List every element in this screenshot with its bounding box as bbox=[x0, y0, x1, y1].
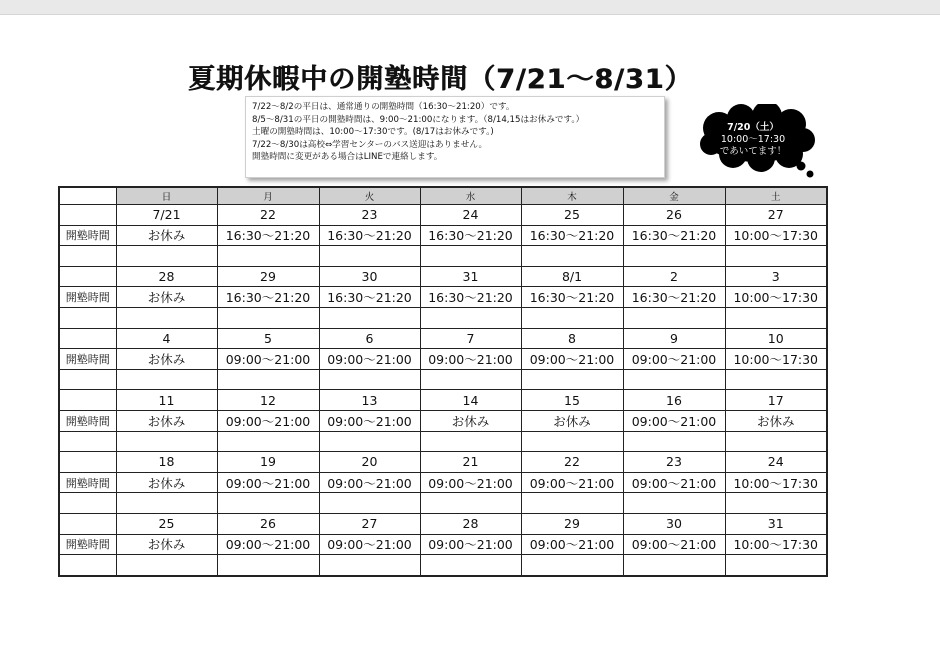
bubble-hours: 10:00～17:30 bbox=[720, 134, 786, 145]
empty-cell bbox=[521, 369, 623, 390]
empty-cell bbox=[319, 307, 420, 328]
notice-line: 土曜の開塾時間は、10:00～17:30です。(8/17はお休みです。) bbox=[252, 127, 494, 138]
hours-cell: 16:30～21:20 bbox=[319, 287, 420, 308]
hours-cell: 09:00～21:00 bbox=[623, 534, 725, 555]
hours-cell: お休み bbox=[116, 410, 217, 431]
week-date-row bbox=[59, 205, 827, 226]
row-label-empty bbox=[59, 328, 116, 349]
hours-cell: 09:00～21:00 bbox=[623, 349, 725, 370]
empty-cell bbox=[319, 369, 420, 390]
week-blank-row bbox=[59, 555, 827, 576]
empty-cell bbox=[623, 307, 725, 328]
hours-cell: 09:00～21:00 bbox=[420, 534, 521, 555]
hours-cell: お休み bbox=[116, 472, 217, 493]
row-label-empty bbox=[59, 246, 116, 267]
empty-cell bbox=[623, 555, 725, 576]
date-cell: 7 bbox=[420, 328, 521, 349]
empty-cell bbox=[725, 555, 827, 576]
hours-cell: 09:00～21:00 bbox=[521, 534, 623, 555]
date-cell: 9 bbox=[623, 328, 725, 349]
empty-cell bbox=[623, 431, 725, 452]
empty-cell bbox=[725, 431, 827, 452]
week-date-row bbox=[59, 328, 827, 349]
date-cell: 5 bbox=[217, 328, 319, 349]
empty-cell bbox=[725, 307, 827, 328]
week-blank-row bbox=[59, 431, 827, 452]
weekday-header: 月 bbox=[217, 187, 319, 205]
row-label-empty bbox=[59, 266, 116, 287]
bubble-date: 7/20（土） bbox=[727, 122, 779, 133]
empty-cell bbox=[521, 431, 623, 452]
date-cell: 23 bbox=[319, 205, 420, 226]
empty-cell bbox=[420, 369, 521, 390]
week-blank-row bbox=[59, 307, 827, 328]
empty-cell bbox=[319, 493, 420, 514]
date-cell: 30 bbox=[623, 513, 725, 534]
empty-cell bbox=[217, 493, 319, 514]
hours-cell: 09:00～21:00 bbox=[217, 472, 319, 493]
weeks-body bbox=[59, 205, 827, 576]
date-cell: 31 bbox=[420, 266, 521, 287]
date-cell: 24 bbox=[420, 205, 521, 226]
hours-cell: お休み bbox=[116, 349, 217, 370]
date-cell: 27 bbox=[319, 513, 420, 534]
weekday-header: 水 bbox=[420, 187, 521, 205]
date-cell: 28 bbox=[420, 513, 521, 534]
date-cell: 20 bbox=[319, 452, 420, 473]
date-cell: 4 bbox=[116, 328, 217, 349]
hours-cell: 16:30～21:20 bbox=[217, 287, 319, 308]
hours-cell: 16:30～21:20 bbox=[623, 287, 725, 308]
hours-cell: 09:00～21:00 bbox=[319, 410, 420, 431]
date-cell: 26 bbox=[217, 513, 319, 534]
date-cell: 22 bbox=[521, 452, 623, 473]
row-label: 開塾時間 bbox=[59, 349, 116, 370]
hours-cell: 16:30～21:20 bbox=[217, 225, 319, 246]
date-cell: 29 bbox=[521, 513, 623, 534]
date-cell: 26 bbox=[623, 205, 725, 226]
empty-cell bbox=[217, 246, 319, 267]
date-cell: 22 bbox=[217, 205, 319, 226]
hours-cell: 16:30～21:20 bbox=[319, 225, 420, 246]
hours-cell: 16:30～21:20 bbox=[521, 287, 623, 308]
hours-cell: 10:00～17:30 bbox=[725, 287, 827, 308]
row-label: 開塾時間 bbox=[59, 287, 116, 308]
hours-cell: 09:00～21:00 bbox=[521, 472, 623, 493]
date-cell: 25 bbox=[116, 513, 217, 534]
bubble-note: であいてます！ bbox=[719, 146, 787, 157]
week-date-row bbox=[59, 390, 827, 411]
date-cell: 23 bbox=[623, 452, 725, 473]
date-cell: 24 bbox=[725, 452, 827, 473]
week-date-row bbox=[59, 266, 827, 287]
hours-cell: 16:30～21:20 bbox=[420, 287, 521, 308]
hours-cell: 10:00～17:30 bbox=[725, 349, 827, 370]
row-label-empty bbox=[59, 431, 116, 452]
week-hours-row bbox=[59, 410, 827, 431]
row-label-empty bbox=[59, 390, 116, 411]
weekday-header: 日 bbox=[116, 187, 217, 205]
hours-cell: 09:00～21:00 bbox=[420, 349, 521, 370]
date-cell: 13 bbox=[319, 390, 420, 411]
row-label-empty bbox=[59, 369, 116, 390]
empty-cell bbox=[116, 555, 217, 576]
notice-line: 7/22～8/30は高校⇔学習センターのバス送迎はありません。 bbox=[252, 139, 488, 150]
empty-cell bbox=[116, 246, 217, 267]
notice-box bbox=[245, 96, 665, 178]
hours-cell: 09:00～21:00 bbox=[217, 534, 319, 555]
date-cell: 14 bbox=[420, 390, 521, 411]
date-cell: 2 bbox=[623, 266, 725, 287]
date-cell: 8 bbox=[521, 328, 623, 349]
empty-cell bbox=[116, 307, 217, 328]
hours-cell: お休み bbox=[420, 410, 521, 431]
empty-cell bbox=[420, 246, 521, 267]
date-cell: 27 bbox=[725, 205, 827, 226]
empty-cell bbox=[217, 431, 319, 452]
weekday-header-row bbox=[59, 187, 827, 205]
hours-cell: 09:00～21:00 bbox=[623, 410, 725, 431]
empty-cell bbox=[420, 555, 521, 576]
empty-cell bbox=[217, 369, 319, 390]
date-cell: 31 bbox=[725, 513, 827, 534]
empty-cell bbox=[725, 369, 827, 390]
bubble-text bbox=[697, 122, 809, 158]
date-cell: 18 bbox=[116, 452, 217, 473]
date-cell: 15 bbox=[521, 390, 623, 411]
empty-cell bbox=[217, 555, 319, 576]
empty-cell bbox=[725, 246, 827, 267]
week-blank-row bbox=[59, 369, 827, 390]
row-label-empty bbox=[59, 452, 116, 473]
empty-cell bbox=[623, 369, 725, 390]
empty-cell bbox=[420, 307, 521, 328]
empty-cell bbox=[319, 555, 420, 576]
date-cell: 7/21 bbox=[116, 205, 217, 226]
notice-line: 8/5～8/31の平日の開塾時間は、9:00～21:00になります。（8/14,15はお休みです。） bbox=[252, 114, 585, 125]
date-cell: 30 bbox=[319, 266, 420, 287]
empty-cell bbox=[521, 493, 623, 514]
week-hours-row bbox=[59, 349, 827, 370]
empty-cell bbox=[521, 246, 623, 267]
date-cell: 8/1 bbox=[521, 266, 623, 287]
empty-cell bbox=[725, 493, 827, 514]
empty-cell bbox=[319, 431, 420, 452]
date-cell: 16 bbox=[623, 390, 725, 411]
hours-cell: 09:00～21:00 bbox=[623, 472, 725, 493]
date-cell: 12 bbox=[217, 390, 319, 411]
date-cell: 25 bbox=[521, 205, 623, 226]
row-label: 開塾時間 bbox=[59, 225, 116, 246]
weekday-header: 火 bbox=[319, 187, 420, 205]
date-cell: 6 bbox=[319, 328, 420, 349]
date-cell: 29 bbox=[217, 266, 319, 287]
week-blank-row bbox=[59, 493, 827, 514]
empty-cell bbox=[521, 307, 623, 328]
hours-cell: 09:00～21:00 bbox=[319, 472, 420, 493]
header-corner bbox=[59, 187, 116, 205]
row-label: 開塾時間 bbox=[59, 534, 116, 555]
hours-cell: お休み bbox=[116, 287, 217, 308]
empty-cell bbox=[116, 431, 217, 452]
hours-cell: 09:00～21:00 bbox=[521, 349, 623, 370]
hours-cell: 16:30～21:20 bbox=[521, 225, 623, 246]
empty-cell bbox=[420, 431, 521, 452]
hours-cell: 10:00～17:30 bbox=[725, 225, 827, 246]
hours-cell: 09:00～21:00 bbox=[420, 472, 521, 493]
date-cell: 19 bbox=[217, 452, 319, 473]
row-label-empty bbox=[59, 307, 116, 328]
page-title: 夏期休暇中の開塾時間（7/21～8/31） bbox=[188, 64, 693, 95]
week-hours-row bbox=[59, 287, 827, 308]
weekday-header: 木 bbox=[521, 187, 623, 205]
hours-cell: お休み bbox=[521, 410, 623, 431]
hours-cell: 09:00～21:00 bbox=[319, 534, 420, 555]
empty-cell bbox=[116, 369, 217, 390]
hours-cell: 09:00～21:00 bbox=[319, 349, 420, 370]
hours-cell: 09:00～21:00 bbox=[217, 410, 319, 431]
hours-cell: 09:00～21:00 bbox=[217, 349, 319, 370]
week-hours-row bbox=[59, 534, 827, 555]
schedule-table bbox=[58, 186, 828, 577]
row-label: 開塾時間 bbox=[59, 410, 116, 431]
notice-line: 開塾時間に変更がある場合はLINEで連絡します。 bbox=[252, 152, 443, 163]
row-label-empty bbox=[59, 513, 116, 534]
notice-line: 7/22～8/2の平日は、通常通りの開塾時間（16:30～21:20）です。 bbox=[252, 102, 515, 112]
date-cell: 17 bbox=[725, 390, 827, 411]
date-cell: 3 bbox=[725, 266, 827, 287]
hours-cell: 10:00～17:30 bbox=[725, 534, 827, 555]
date-cell: 28 bbox=[116, 266, 217, 287]
row-label-empty bbox=[59, 493, 116, 514]
hours-cell: お休み bbox=[725, 410, 827, 431]
empty-cell bbox=[116, 493, 217, 514]
empty-cell bbox=[623, 493, 725, 514]
hours-cell: お休み bbox=[116, 534, 217, 555]
date-cell: 11 bbox=[116, 390, 217, 411]
empty-cell bbox=[521, 555, 623, 576]
empty-cell bbox=[217, 307, 319, 328]
date-cell: 10 bbox=[725, 328, 827, 349]
empty-cell bbox=[420, 493, 521, 514]
week-date-row bbox=[59, 452, 827, 473]
empty-cell bbox=[319, 246, 420, 267]
empty-cell bbox=[623, 246, 725, 267]
hours-cell: 10:00～17:30 bbox=[725, 472, 827, 493]
hours-cell: 16:30～21:20 bbox=[420, 225, 521, 246]
week-hours-row bbox=[59, 225, 827, 246]
row-label-empty bbox=[59, 205, 116, 226]
week-hours-row bbox=[59, 472, 827, 493]
week-date-row bbox=[59, 513, 827, 534]
row-label: 開塾時間 bbox=[59, 472, 116, 493]
row-label-empty bbox=[59, 555, 116, 576]
weekday-header: 土 bbox=[725, 187, 827, 205]
date-cell: 21 bbox=[420, 452, 521, 473]
week-blank-row bbox=[59, 246, 827, 267]
hours-cell: 16:30～21:20 bbox=[623, 225, 725, 246]
weekday-header: 金 bbox=[623, 187, 725, 205]
hours-cell: お休み bbox=[116, 225, 217, 246]
